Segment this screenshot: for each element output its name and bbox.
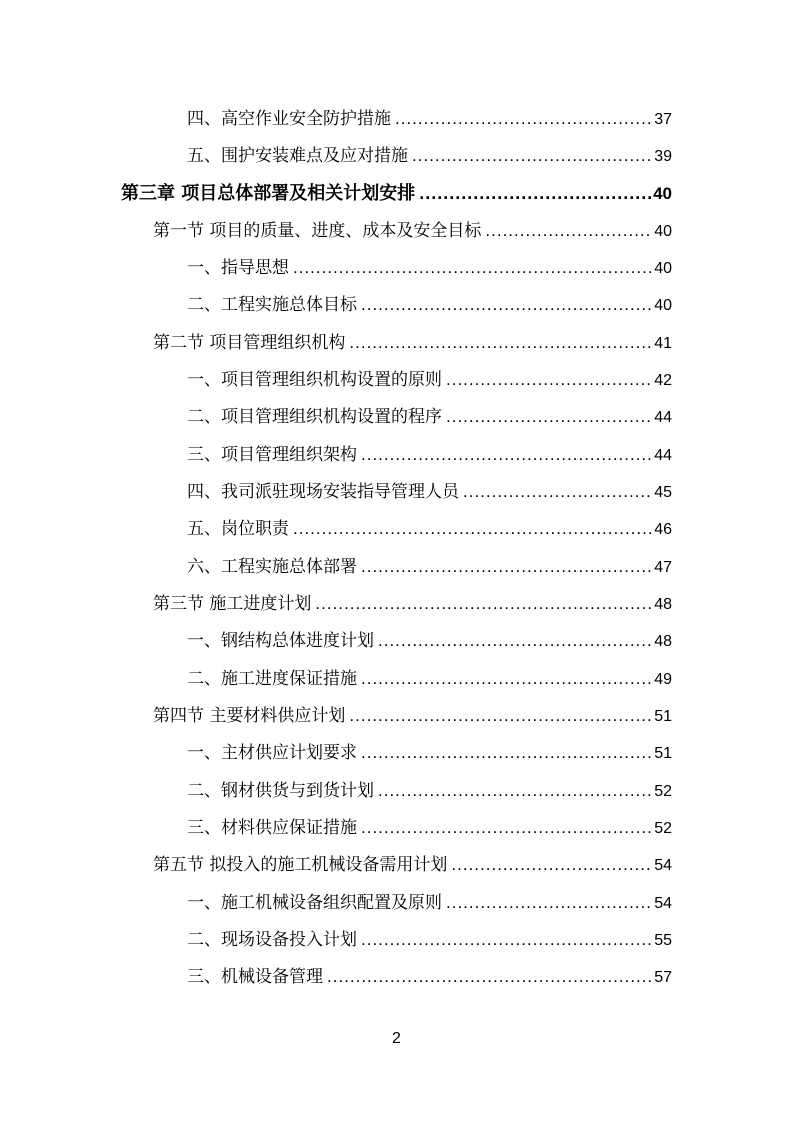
toc-entry-page: 55 (654, 932, 672, 949)
toc-entry-page: 37 (654, 111, 672, 128)
toc-entry[interactable] (187, 143, 672, 169)
dot-leader (485, 218, 652, 244)
toc-entry[interactable] (187, 554, 672, 580)
toc-entry-page: 42 (654, 372, 672, 389)
toc-entry[interactable] (187, 292, 672, 318)
toc-section-entry[interactable] (153, 591, 672, 617)
page-number: 2 (392, 1030, 401, 1047)
toc-entry[interactable] (187, 964, 672, 990)
dot-leader (361, 666, 652, 692)
toc-entry-title: 二、现场设备投入计划 (187, 930, 357, 950)
toc-entry-title: 二、工程实施总体目标 (187, 295, 357, 315)
toc-entry-title: 第二节 项目管理组织机构 (153, 333, 346, 353)
toc-entry[interactable] (187, 106, 672, 132)
dot-leader (361, 815, 652, 841)
toc-entry-page: 46 (654, 521, 672, 538)
toc-entry[interactable] (187, 367, 672, 393)
toc-entry-page: 47 (654, 559, 672, 576)
toc-entry-title: 五、围护安装难点及应对措施 (187, 146, 408, 166)
dot-leader (361, 442, 652, 468)
toc-section-entry[interactable] (153, 218, 672, 244)
toc-entry-page: 54 (654, 895, 672, 912)
toc-entry-title: 二、项目管理组织机构设置的程序 (187, 407, 442, 427)
toc-entry[interactable] (187, 740, 672, 766)
dot-leader (378, 778, 652, 804)
toc-entry-title: 五、岗位职责 (187, 519, 289, 539)
toc-entry-page: 40 (653, 184, 672, 203)
toc-entry-page: 40 (654, 260, 672, 277)
toc-entry-page: 51 (654, 708, 672, 725)
toc-entry-page: 41 (654, 335, 672, 352)
toc-entry[interactable] (187, 404, 672, 430)
dot-leader (361, 740, 652, 766)
dot-leader (361, 554, 652, 580)
toc-entry-title: 第三节 施工进度计划 (153, 594, 312, 614)
dot-leader (412, 143, 652, 169)
toc-entry[interactable] (187, 516, 672, 542)
toc-entry-page: 57 (654, 969, 672, 986)
dot-leader (327, 964, 652, 990)
dot-leader (446, 890, 652, 916)
dot-leader (395, 106, 652, 132)
toc-entry[interactable] (187, 628, 672, 654)
toc-entry[interactable] (187, 255, 672, 281)
toc-entry-page: 51 (654, 745, 672, 762)
toc-entry-title: 二、施工进度保证措施 (187, 669, 357, 689)
toc-entry-title: 二、钢材供货与到货计划 (187, 781, 374, 801)
toc-entry-page: 48 (654, 633, 672, 650)
toc-entry-page: 40 (654, 223, 672, 240)
dot-leader (349, 330, 652, 356)
toc-entry-page: 39 (654, 148, 672, 165)
toc-entry-title: 三、项目管理组织架构 (187, 445, 357, 465)
toc-entry-page: 40 (654, 297, 672, 314)
toc-entry[interactable] (187, 479, 672, 505)
toc-entry[interactable] (187, 927, 672, 953)
toc-entry-title: 第五节 拟投入的施工机械设备需用计划 (153, 855, 448, 875)
toc-entry-page: 45 (654, 484, 672, 501)
toc-entry-title: 三、材料供应保证措施 (187, 818, 357, 838)
toc-entry-page: 44 (654, 409, 672, 426)
toc-entry-page: 52 (654, 820, 672, 837)
toc-section-entry[interactable] (153, 330, 672, 356)
dot-leader (349, 703, 652, 729)
toc-section-entry[interactable] (153, 703, 672, 729)
toc-entry[interactable] (187, 778, 672, 804)
toc-entry-page: 48 (654, 596, 672, 613)
toc-chapter-entry[interactable] (121, 180, 672, 206)
toc-entry-title: 一、项目管理组织机构设置的原则 (187, 370, 442, 390)
dot-leader (293, 255, 652, 281)
dot-leader (315, 591, 652, 617)
toc-entry-title: 六、工程实施总体部署 (187, 557, 357, 577)
toc-entry-title: 一、钢结构总体进度计划 (187, 631, 374, 651)
toc-entry-title: 四、高空作业安全防护措施 (187, 109, 391, 129)
dot-leader (451, 852, 652, 878)
toc-entry-title: 第三章 项目总体部署及相关计划安排 (121, 183, 416, 204)
toc-entry[interactable] (187, 890, 672, 916)
dot-leader (463, 479, 652, 505)
toc-entry-title: 一、施工机械设备组织配置及原则 (187, 893, 442, 913)
toc-entry-title: 一、指导思想 (187, 258, 289, 278)
toc-entry-title: 三、机械设备管理 (187, 967, 323, 987)
dot-leader (293, 516, 652, 542)
toc-section-entry[interactable] (153, 852, 672, 878)
toc-entry-page: 52 (654, 783, 672, 800)
toc-entry-title: 四、我司派驻现场安装指导管理人员 (187, 482, 459, 502)
toc-entry[interactable] (187, 815, 672, 841)
toc-entry[interactable] (187, 442, 672, 468)
dot-leader (446, 367, 652, 393)
dot-leader (419, 180, 651, 206)
dot-leader (361, 292, 652, 318)
toc-entry-page: 49 (654, 671, 672, 688)
toc-entry-title: 第一节 项目的质量、进度、成本及安全目标 (153, 221, 482, 241)
toc-entry[interactable] (187, 666, 672, 692)
dot-leader (361, 927, 652, 953)
toc-entry-page: 54 (654, 857, 672, 874)
toc-entry-title: 第四节 主要材料供应计划 (153, 706, 346, 726)
dot-leader (378, 628, 652, 654)
toc-entry-title: 一、主材供应计划要求 (187, 743, 357, 763)
toc-entry-page: 44 (654, 447, 672, 464)
dot-leader (446, 404, 652, 430)
